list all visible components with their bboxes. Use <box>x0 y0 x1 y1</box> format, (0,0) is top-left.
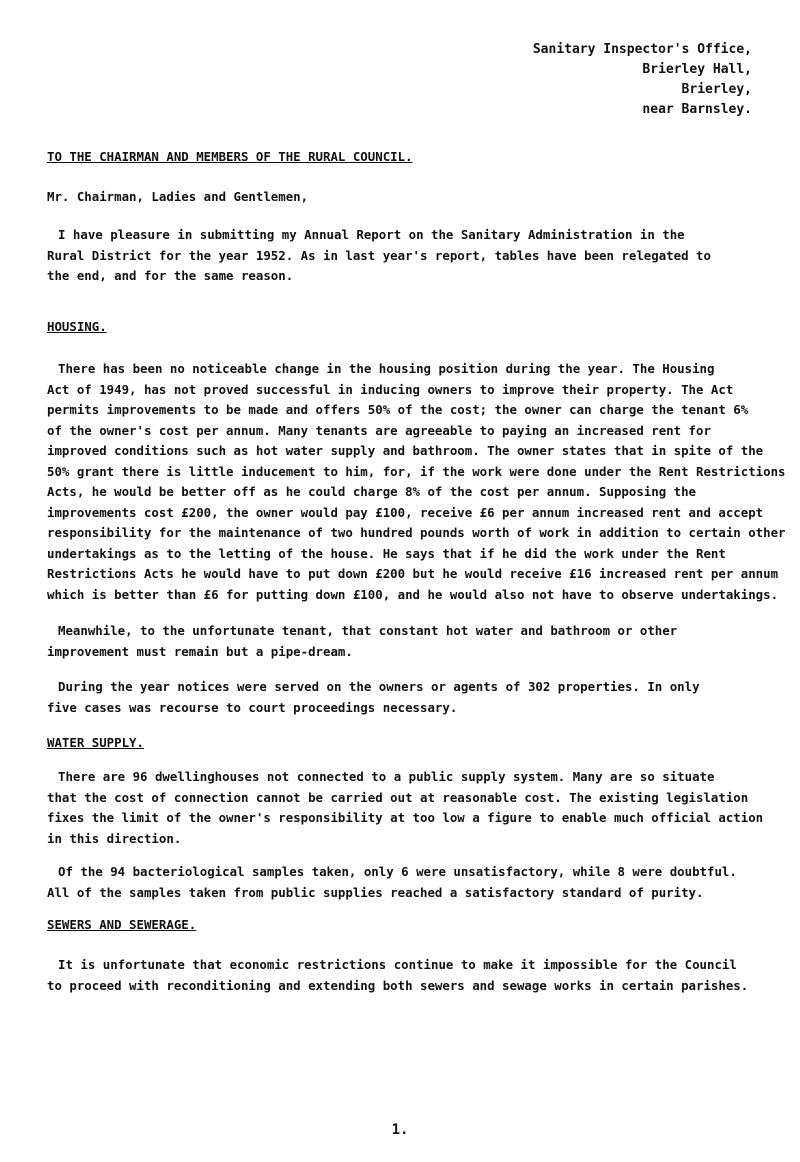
housing-paragraph-1 <box>47 359 786 605</box>
text-line: All of the samples taken from public supplies reached a satisfactory standard of purity. <box>47 884 704 900</box>
water-supply-heading: WATER SUPPLY. <box>47 735 144 750</box>
text-line: responsibility for the maintenance of two hundred pounds worth of work in addition to certain other <box>47 525 786 540</box>
text-line: which is better than £6 for putting down £100, and he would also not have to observe undertakings. <box>47 586 779 602</box>
text-line: in this direction. <box>47 830 182 846</box>
sewers-heading: SEWERS AND SEWERAGE. <box>47 917 197 932</box>
text-line: During the year notices were served on the owners or agents of 302 properties. In only <box>58 679 700 694</box>
text-line: Restrictions Acts he would have to put down £200 but he would receive £16 increased rent per annum <box>47 566 779 581</box>
text-line: Rural District for the year 1952. As in last year's report, tables have been relegated to <box>47 247 711 263</box>
water-paragraph-1 <box>47 767 762 849</box>
text-line: improved conditions such as hot water supply and bathroom. The owner states that in spite of the <box>47 443 764 458</box>
sewers-paragraph-1 <box>47 955 762 996</box>
text-line: to proceed with reconditioning and extending both sewers and sewage works in certain parishes. <box>47 977 749 993</box>
text-line: Meanwhile, to the unfortunate tenant, that constant hot water and bathroom or other <box>58 623 678 638</box>
address-line-2: Brierley Hall, <box>642 62 752 77</box>
water-paragraph-2 <box>47 862 762 903</box>
address-line-4: near Barnsley. <box>642 102 752 117</box>
housing-heading: HOUSING. <box>47 319 107 334</box>
page-number: 1. <box>391 1122 409 1138</box>
text-line: 50% grant there is little inducement to him, for, if the work were done under the Rent Restrictions <box>47 463 786 479</box>
text-line: that the cost of connection cannot be carried out at reasonable cost. The existing legislation <box>47 789 749 805</box>
text-line: five cases was recourse to court proceedings necessary. <box>47 699 458 715</box>
address-line-1: Sanitary Inspector's Office, <box>532 42 752 57</box>
sender-address <box>533 40 752 120</box>
addressee-heading: TO THE CHAIRMAN AND MEMBERS OF THE RURAL COUNCIL. <box>47 149 413 164</box>
text-line: improvements cost £200, the owner would pay £100, receive £6 per annum increased rent and accept <box>47 504 764 520</box>
housing-paragraph-3 <box>47 677 762 718</box>
text-line: Of the 94 bacteriological samples taken, only 6 were unsatisfactory, while 8 were doubtful. <box>58 864 737 879</box>
text-line: There has been no noticeable change in the housing position during the year. The Housing <box>58 361 715 376</box>
text-line: the end, and for the same reason. <box>47 268 294 283</box>
intro-paragraph <box>47 225 762 287</box>
text-line: undertakings as to the letting of the house. He says that if he did the work under the Rent <box>47 545 726 561</box>
text-line: Act of 1949, has not proved successful in inducing owners to improve their property. The Act <box>47 381 734 397</box>
salutation: Mr. Chairman, Ladies and Gentlemen, <box>47 189 309 204</box>
text-line: fixes the limit of the owner's responsibility at too low a figure to enable much official action <box>47 810 764 825</box>
text-line: It is unfortunate that economic restrictions continue to make it impossible for the Council <box>58 957 737 972</box>
address-line-3: Brierley, <box>681 82 752 97</box>
housing-paragraph-2 <box>47 621 762 662</box>
text-line: of the owner's cost per annum. Many tenants are agreeable to paying an increased rent for <box>47 422 711 438</box>
text-line: There are 96 dwellinghouses not connected to a public supply system. Many are so situate <box>58 769 715 784</box>
text-line: improvement must remain but a pipe-dream. <box>47 643 353 659</box>
text-line: Acts, he would be better off as he could charge 8% of the cost per annum. Supposing the <box>47 484 697 499</box>
text-line: I have pleasure in submitting my Annual Report on the Sanitary Administration in the <box>58 227 685 242</box>
text-line: permits improvements to be made and offers 50% of the cost; the owner can charge the tenant 6% <box>47 402 749 417</box>
